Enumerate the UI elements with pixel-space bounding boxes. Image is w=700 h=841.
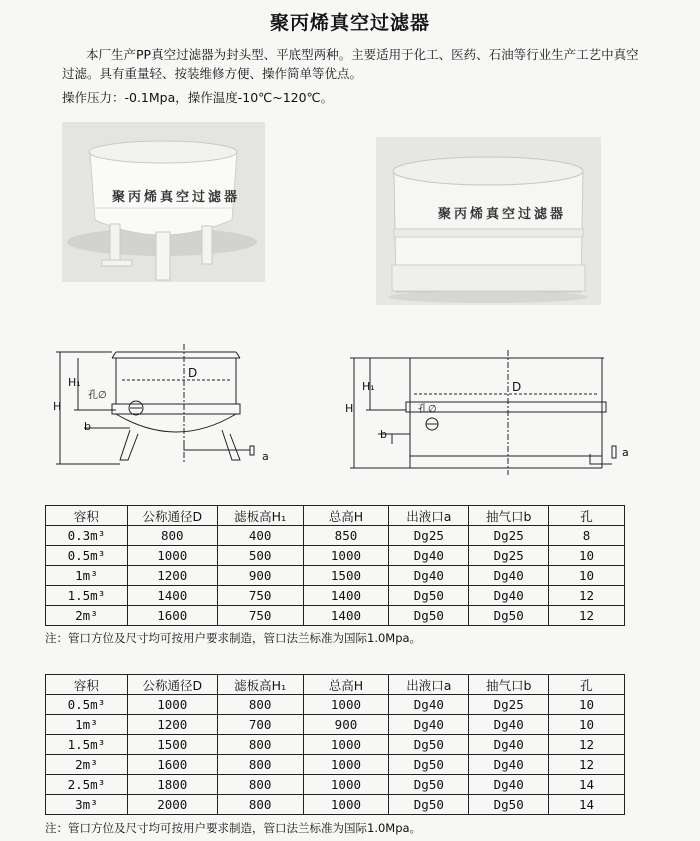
table-cell: 0.5m³	[46, 695, 128, 715]
photo-left-label: 聚丙烯真空过滤器	[112, 190, 241, 205]
table-cell: 1000	[303, 695, 389, 715]
table-row	[46, 526, 625, 546]
table-cell: 800	[217, 795, 303, 815]
table-cell: Dg40	[389, 715, 469, 735]
table-cell: Dg25	[469, 526, 549, 546]
table-cell: 1000	[127, 695, 217, 715]
table-cell: 800	[217, 755, 303, 775]
table-cell: Dg50	[389, 795, 469, 815]
table-cell: 3m³	[46, 795, 128, 815]
header-cell: 抽气口b	[469, 675, 549, 695]
left-label-D: D	[188, 366, 198, 380]
table-cell: Dg40	[469, 566, 549, 586]
table-cell: Dg40	[469, 755, 549, 775]
left-label-H1: H₁	[68, 376, 81, 389]
table-row	[46, 695, 625, 715]
table-cell: 2m³	[46, 606, 128, 626]
table-cell: 8	[549, 526, 625, 546]
diagram-flat-bottom	[340, 350, 640, 475]
table-cell: 1000	[303, 755, 389, 775]
table-header-row	[46, 506, 625, 526]
table-cell: 800	[127, 526, 217, 546]
table2-note: 注：管口方位及尺寸均可按用户要求制造，管口法兰标准为国际1.0Mpa。	[45, 821, 422, 835]
header-cell: 容积	[46, 506, 128, 526]
table-cell: Dg40	[469, 586, 549, 606]
table-cell: 10	[549, 566, 625, 586]
table-cell: Dg25	[469, 695, 549, 715]
table-header-row	[46, 675, 625, 695]
right-label-H1: H₁	[362, 380, 375, 393]
diagram-dish-head	[50, 342, 280, 472]
table-cell: 800	[217, 695, 303, 715]
table-cell: 1.5m³	[46, 586, 128, 606]
table-cell: 10	[549, 695, 625, 715]
table-cell: 1000	[303, 795, 389, 815]
header-cell: 出液口a	[389, 506, 469, 526]
table-cell: 800	[217, 735, 303, 755]
table-row	[46, 586, 625, 606]
table-cell: 750	[217, 606, 303, 626]
table-cell: 750	[217, 586, 303, 606]
photo-dish-head-filter	[62, 122, 265, 282]
right-label-a: a	[622, 446, 629, 459]
page-title: 聚丙烯真空过滤器	[269, 12, 430, 34]
table-cell: Dg50	[389, 586, 469, 606]
table-cell: 1400	[303, 586, 389, 606]
table-cell: 1200	[127, 566, 217, 586]
header-cell: 滤板高H₁	[217, 675, 303, 695]
table-cell: 12	[549, 606, 625, 626]
header-cell: 公称通径D	[127, 675, 217, 695]
left-label-a: a	[262, 450, 269, 463]
table-cell: Dg40	[469, 775, 549, 795]
table-row	[46, 566, 625, 586]
left-label-hole: 孔∅	[88, 390, 107, 401]
table-row	[46, 606, 625, 626]
table-cell: 0.5m³	[46, 546, 128, 566]
table-row	[46, 775, 625, 795]
table-row	[46, 735, 625, 755]
table-cell: Dg25	[389, 526, 469, 546]
table-cell: 1400	[303, 606, 389, 626]
table-cell: Dg50	[469, 606, 549, 626]
table-cell: Dg40	[469, 735, 549, 755]
table-cell: 1600	[127, 755, 217, 775]
table-cell: 1800	[127, 775, 217, 795]
table-cell: Dg50	[389, 735, 469, 755]
table-cell: 10	[549, 546, 625, 566]
table-cell: 900	[303, 715, 389, 735]
right-label-hole: 孔∅	[418, 404, 437, 415]
table-cell: 1m³	[46, 566, 128, 586]
table-cell: Dg50	[389, 755, 469, 775]
table-cell: 1000	[303, 546, 389, 566]
table-cell: 0.3m³	[46, 526, 128, 546]
table-row	[46, 546, 625, 566]
table-cell: Dg40	[389, 695, 469, 715]
header-cell: 总高H	[303, 506, 389, 526]
table-cell: Dg50	[469, 795, 549, 815]
table-cell: 2m³	[46, 755, 128, 775]
table1-note: 注：管口方位及尺寸均可按用户要求制造，管口法兰标准为国际1.0Mpa。	[45, 631, 422, 645]
intro-paragraph: 本厂生产PP真空过滤器为封头型、平底型两种。主要适用于化工、医药、石油等行业生产工艺中真空过滤。具有重量轻、按装维修方便、操作简单等优点。	[62, 47, 639, 81]
spec-table-dish-head	[45, 505, 625, 626]
table-row	[46, 795, 625, 815]
table-cell: Dg50	[389, 606, 469, 626]
table-cell: 850	[303, 526, 389, 546]
table-cell: 1.5m³	[46, 735, 128, 755]
header-cell: 滤板高H₁	[217, 506, 303, 526]
spec-table-flat-bottom	[45, 674, 625, 815]
table-cell: Dg40	[469, 715, 549, 735]
table-cell: 14	[549, 795, 625, 815]
header-cell: 容积	[46, 675, 128, 695]
header-cell: 孔	[549, 506, 625, 526]
table-cell: Dg40	[389, 546, 469, 566]
left-label-b: b	[84, 420, 91, 433]
header-cell: 抽气口b	[469, 506, 549, 526]
photo-right-label: 聚丙烯真空过滤器	[438, 207, 567, 222]
table-row	[46, 715, 625, 735]
table-cell: 2000	[127, 795, 217, 815]
table-cell: 1600	[127, 606, 217, 626]
table-cell: 400	[217, 526, 303, 546]
right-label-D: D	[512, 380, 522, 394]
table-row	[46, 755, 625, 775]
header-cell: 公称通径D	[127, 506, 217, 526]
table-cell: 1000	[127, 546, 217, 566]
left-label-H: H	[53, 400, 62, 413]
table-cell: 12	[549, 586, 625, 606]
table-cell: 1000	[303, 735, 389, 755]
table-cell: 1400	[127, 586, 217, 606]
table-cell: 12	[549, 735, 625, 755]
right-label-H: H	[345, 402, 354, 415]
table-cell: 1200	[127, 715, 217, 735]
table-cell: 1000	[303, 775, 389, 795]
right-label-b: b	[380, 428, 387, 441]
table-cell: 1m³	[46, 715, 128, 735]
table-cell: 12	[549, 755, 625, 775]
table-cell: 500	[217, 546, 303, 566]
table-cell: Dg25	[469, 546, 549, 566]
table-cell: 700	[217, 715, 303, 735]
table-cell: 2.5m³	[46, 775, 128, 795]
table-cell: Dg50	[389, 775, 469, 795]
header-cell: 孔	[549, 675, 625, 695]
table-cell: 1500	[127, 735, 217, 755]
table-cell: 10	[549, 715, 625, 735]
table-cell: 14	[549, 775, 625, 795]
table-cell: 900	[217, 566, 303, 586]
operating-parameters: 操作压力：-0.1Mpa，操作温度-10℃~120℃。	[62, 90, 334, 105]
header-cell: 总高H	[303, 675, 389, 695]
photo-flat-bottom-filter	[376, 137, 601, 305]
header-cell: 出液口a	[389, 675, 469, 695]
table-cell: 800	[217, 775, 303, 795]
table-cell: Dg40	[389, 566, 469, 586]
table-cell: 1500	[303, 566, 389, 586]
